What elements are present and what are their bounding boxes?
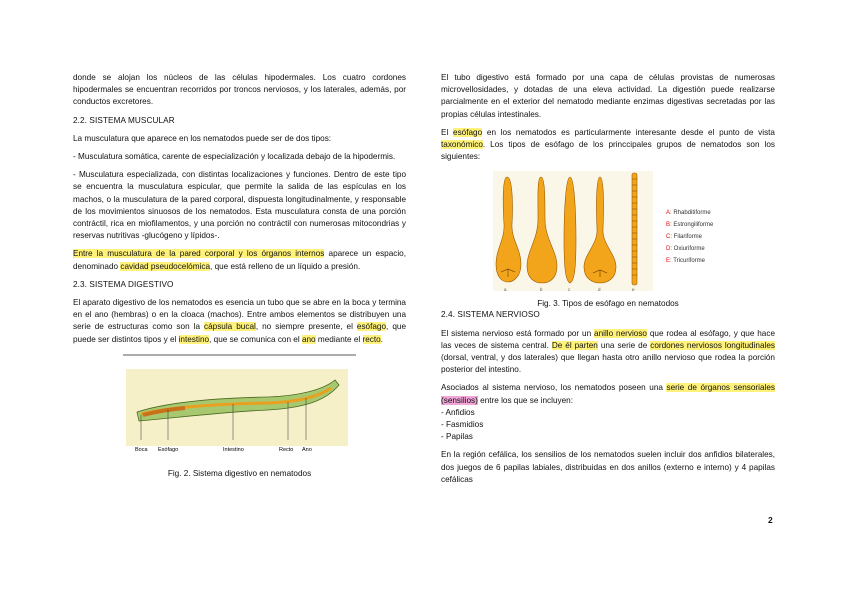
list-item: - Fasmidios	[441, 420, 484, 430]
text-run: , que puede ser distintos tipos y el	[73, 322, 406, 344]
figure-3-caption: Fig. 3. Tipos de esófago en nematodos	[537, 298, 679, 308]
highlight: anillo nervioso	[594, 328, 647, 338]
right-column	[441, 72, 775, 492]
text-run: El aparato digestivo de los nematodos es esencia un tubo que se abre en la boca y termina en el ano (hembras) o en la cloaca (machos). Entre ambos elementos se distribuyen una serie de estructuras como son la	[73, 298, 406, 332]
text-run: .	[380, 334, 383, 344]
text-run: El sistema nervioso está formado por un	[441, 328, 595, 338]
paragraph-cephalic: En la región cefálica, los sensilios de los nematodos suelen incluir dos anfidios bilaterales, dos juegos de 6 papilas labiales, distribuidas en dos anillos (externo e interno) y 4 papilas cefálicas	[441, 450, 775, 484]
highlight: serie de órganos sensoriales	[666, 383, 775, 393]
heading-digestive: 2.3. SISTEMA DIGESTIVO	[73, 279, 174, 289]
text-run: (dorsal, ventral, y dos laterales) que llegan hasta otro anillo nervioso que rodea la porción posterior del intestino.	[441, 353, 775, 375]
highlight: esófago	[356, 322, 387, 332]
text-run: una serie de	[597, 340, 651, 350]
paragraph-somatic: - Musculatura somática, carente de especialización y localizada debajo de la hipodermis.	[73, 152, 396, 162]
label-recto: Recto	[279, 446, 294, 453]
highlight: cápsula bucal	[204, 322, 256, 332]
paragraph-specialized: - Musculatura especializada, con distintas localizaciones y funciones. Dentro de este tipo se encuentra la musculatura espicular, que permite la salida de las espículas en los machos, o la musculatura de la pared corporal, dispuesta longitudinalmente, y responsable de los movimientos sinuosos de los nematodos. Esta musculatura consta de una porción contráctil, rica en miofilamentos, y una porción no contráctil con numerosas mitocondrias y reservas nutritivas -glucógeno y lípidos-.	[73, 170, 406, 241]
highlight: De él parten	[551, 340, 598, 350]
highlight: taxonómico	[441, 140, 483, 150]
highlight: Entre la musculatura de la pared corporal y los órganos internos	[73, 249, 325, 259]
paragraph-sensory	[441, 382, 775, 406]
text-run: . Los tipos de esófago de los princcipales grupos de nematodos son los siguientes:	[441, 140, 775, 162]
letter-b: b	[540, 287, 543, 293]
text-run: mediante el	[315, 334, 363, 344]
paragraph-nervous	[441, 328, 775, 377]
text-run: , que se comunica con el	[209, 334, 302, 344]
highlight: cavidad pseudocelómica	[120, 261, 211, 271]
text-run: que rodea al esófago, y que hace las veces de sistema central.	[441, 328, 776, 350]
text-run: El	[441, 127, 454, 137]
text-run: , no siempre presente, el	[255, 322, 357, 332]
legend-a: A: Rhabditiforme	[666, 210, 711, 217]
highlight: recto	[362, 334, 381, 344]
label-boca: Boca	[135, 446, 148, 453]
highlight: cordones nerviosos longitudinales	[650, 340, 775, 350]
esophagus-e	[632, 173, 637, 285]
highlight-pink: (sensilios)	[441, 395, 478, 405]
paragraph-digestive	[73, 297, 406, 346]
esophagus-c	[564, 177, 576, 283]
legend-e: E: Tricuriforme	[666, 258, 706, 265]
text-run: entre los que se incluyen:	[477, 395, 573, 405]
figure-2-caption: Fig. 2. Sistema digestivo en nematodos	[167, 469, 312, 479]
legend-c: C: Filariforme	[666, 234, 703, 241]
paragraph-muscle-intro: La musculatura que aparece en los nematodos puede ser de dos tipos:	[73, 133, 332, 143]
letter-e: e	[632, 287, 635, 293]
text-run: en los nematodos es particularmente interesante desde el punto de vista	[482, 127, 775, 137]
label-esofago: Esófago	[158, 446, 179, 453]
list-item: - Anfidios	[441, 407, 475, 417]
text-run: , que está relleno de un líquido a presión.	[210, 261, 361, 271]
text-run: Asociados al sistema nervioso, los nematodos poseen una	[441, 383, 667, 393]
highlight: intestino	[178, 334, 210, 344]
list-item: - Papilas	[441, 432, 473, 442]
legend-b: B: Estrongiliforme	[666, 222, 714, 229]
paragraph-tube: El tubo digestivo está formado por una capa de células provistas de numerosas microvellosidades, y dotadas de una eleva actividad. La digestión puede realizarse parcialmente en el exterior del nematodo mediante enzimas digestivas secretadas por las propias células intestinales.	[441, 73, 775, 119]
letter-c: c	[568, 287, 571, 293]
highlight: esófago	[453, 127, 483, 137]
paragraph-cavity	[73, 248, 406, 272]
letter-d: d	[598, 287, 601, 293]
text-run: aparece un espacio, denominado	[73, 249, 407, 271]
paragraph-esophagus	[441, 127, 775, 164]
paragraph-hypodermis: donde se alojan los núcleos de las células hipodermales. Los cuatro cordones hipodermales se encuentran recorridos por troncos nerviosos, y los laterales, además, por conductos excretores.	[73, 73, 406, 107]
heading-nervous: 2.4. SISTEMA NERVIOSO	[441, 310, 540, 320]
nematode-digestive-diagram	[73, 352, 406, 464]
figure-digestive-system	[73, 352, 406, 482]
highlight: ano	[301, 334, 316, 344]
page-number: 2	[768, 515, 773, 525]
heading-muscular: 2.2. SISTEMA MUSCULAR	[73, 115, 175, 125]
sensory-organ-list	[441, 407, 775, 444]
label-ano: Ano	[302, 446, 312, 453]
letter-a: a	[504, 287, 507, 293]
label-intestino: Intestino	[223, 446, 244, 453]
left-column	[73, 72, 406, 482]
legend-d: D: Oxiuriforme	[666, 246, 705, 253]
esophagus-types-diagram	[441, 169, 775, 293]
figure-esophagus-types	[441, 169, 775, 309]
